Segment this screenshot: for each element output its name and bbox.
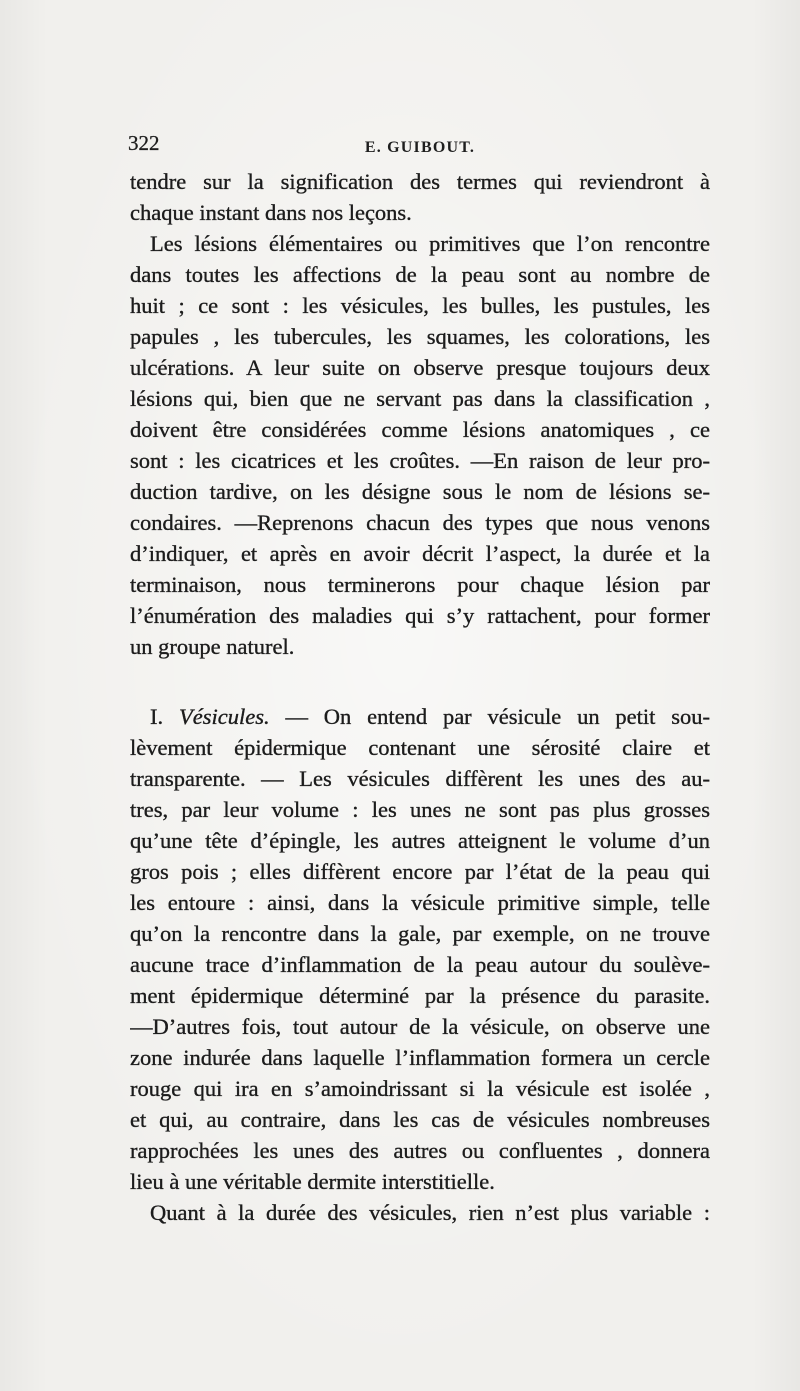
text-line: duction tardive, on les désigne sous le nom de lésions se- (130, 479, 710, 504)
text-line: —D’autres fois, tout autour de la vésicule, on observe une (130, 1014, 710, 1039)
body-text (130, 166, 710, 1228)
paragraph (130, 166, 710, 228)
text-line: gros pois ; elles diffèrent encore par l’état de la peau qui (130, 859, 710, 884)
section-heading-line (130, 701, 710, 732)
text-line: huit ; ce sont : les vésicules, les bulles, les pustules, les (130, 293, 710, 318)
text-line: qu’on la rencontre dans la gale, par exemple, on ne trouve (130, 921, 710, 946)
text-line: ment épidermique déterminé par la présence du parasite. (130, 983, 710, 1008)
page-number: 322 (128, 131, 160, 155)
text-line: d’indiquer, et après en avoir décrit l’aspect, la durée et la (130, 541, 710, 566)
text-line: terminaison, nous terminerons pour chaque lésion par (130, 572, 710, 597)
text-line: sont : les cicatrices et les croûtes. —En raison de leur pro- (130, 448, 710, 473)
text-line: chaque instant dans nos leçons. (130, 200, 412, 225)
text-line: qu’une tête d’épingle, les autres atteignent le volume d’un (130, 828, 710, 853)
paragraph (130, 1197, 710, 1228)
section-title: Vésicules. (178, 704, 270, 729)
section-number: I. (150, 704, 164, 729)
text-line: condaires. —Reprenons chacun des types que nous venons (130, 510, 710, 535)
text-line: tres, par leur volume : les unes ne sont pas plus grosses (130, 797, 710, 822)
text-line: et qui, au contraire, dans les cas de vésicules nombreuses (130, 1107, 710, 1132)
paragraph (130, 701, 710, 1197)
text-line: rapprochées les unes des autres ou confluentes , donnera (130, 1138, 710, 1163)
paragraph (130, 228, 710, 662)
text-line: zone indurée dans laquelle l’inflammation formera un cercle (130, 1045, 710, 1070)
text-line: lésions qui, bien que ne servant pas dans la classification , (130, 386, 710, 411)
text-line: un groupe naturel. (130, 634, 295, 659)
text-line: l’énumération des maladies qui s’y rattachent, pour former (130, 603, 710, 628)
text-line: lèvement épidermique contenant une sérosité claire et (130, 735, 710, 760)
text-line: transparente. — Les vésicules diffèrent les unes des au- (130, 766, 710, 791)
text-line: rouge qui ira en s’amoindrissant si la vésicule est isolée , (130, 1076, 710, 1101)
text-line: aucune trace d’inflammation de la peau autour du soulève- (130, 952, 710, 977)
text-line: Les lésions élémentaires ou primitives que l’on rencontre (150, 231, 710, 256)
text-line: tendre sur la signification des termes qui reviendront à (130, 169, 710, 194)
text-line: dans toutes les affections de la peau sont au nombre de (130, 262, 710, 287)
section-text: — On entend par vésicule un petit sou- (285, 704, 710, 729)
text-line: doivent être considérées comme lésions anatomiques , ce (130, 417, 710, 442)
text-line: Quant à la durée des vésicules, rien n’est plus variable : (150, 1200, 710, 1225)
running-head: E. GUIBOUT. (364, 139, 476, 156)
text-line: lieu à une véritable dermite interstitielle. (130, 1169, 495, 1194)
text-line: les entoure : ainsi, dans la vésicule primitive simple, telle (130, 890, 710, 915)
text-line: ulcérations. A leur suite on observe presque toujours deux (130, 355, 710, 380)
text-line: papules , les tubercules, les squames, les colorations, les (130, 324, 710, 349)
